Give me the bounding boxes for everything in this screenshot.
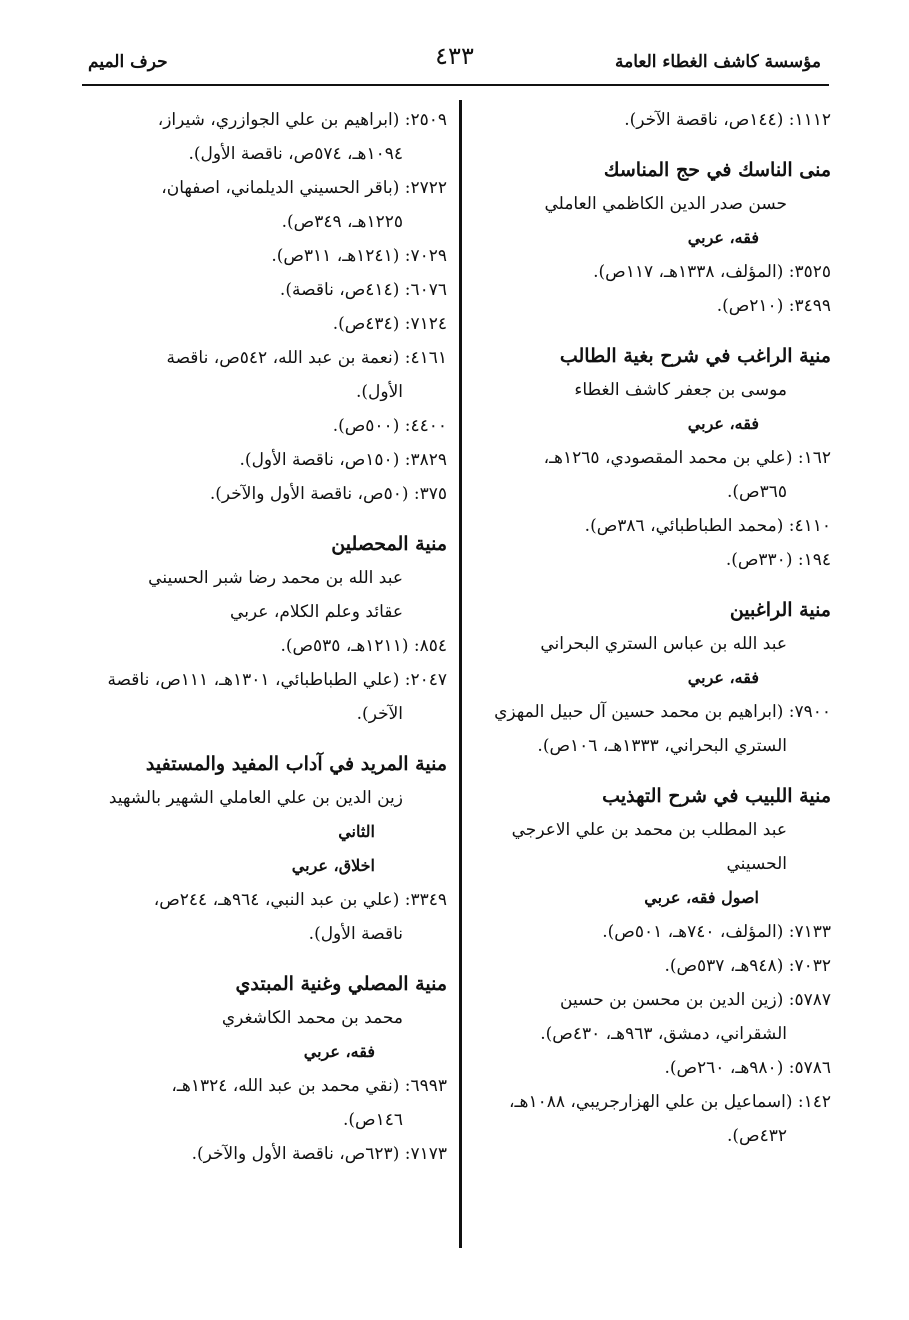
entry-author: محمد بن محمد الكاشغري	[221, 1008, 403, 1028]
entry-author: عقائد وعلم الكلام، عربي	[230, 602, 403, 622]
entry-subject: فقه، عربي	[687, 668, 759, 687]
manuscript-ref: ٥٧٨٧: (زين الدين بن محسن بن حسين	[560, 990, 831, 1010]
manuscript-ref-continued: ١٢٢٥هـ، ٣٤٩ص).	[281, 212, 403, 232]
manuscript-ref: ٦٩٩٣: (نقي محمد بن عبد الله، ١٣٢٤هـ،	[171, 1076, 447, 1096]
manuscript-ref: ٧١٢٤: (٤٣٤ص).	[332, 314, 447, 334]
manuscript-ref: ٨٥٤: (١٢١١هـ، ٥٣٥ص).	[280, 636, 447, 656]
manuscript-ref: ٦٠٧٦: (٤١٤ص، ناقصة).	[279, 280, 447, 300]
manuscript-ref: ٤١١٠: (محمد الطباطبائي، ٣٨٦ص).	[584, 516, 831, 536]
entry-title: منية المحصلين	[331, 533, 447, 555]
manuscript-ref-continued: الأول).	[355, 382, 403, 402]
entry-title: منية الراغب في شرح بغية الطالب	[559, 345, 831, 367]
entry-title: منية المريد في آداب المفيد والمستفيد	[145, 753, 447, 775]
manuscript-ref-continued: الستري البحراني، ١٣٣٣هـ، ١٠٦ص).	[537, 736, 787, 756]
manuscript-ref: ٧٩٠٠: (ابراهيم بن محمد حسين آل حبيل المهزي	[494, 702, 831, 722]
manuscript-ref-continued: ٣٦٥ص).	[727, 482, 787, 502]
entry-subject: فقه، عربي	[687, 228, 759, 247]
manuscript-ref-continued: ٤٣٢ص).	[727, 1126, 787, 1146]
entry-subject: فقه، عربي	[687, 414, 759, 433]
manuscript-ref: ٣٥٢٥: (المؤلف، ١٣٣٨هـ، ١١٧ص).	[593, 262, 831, 282]
entry-author: الحسيني	[726, 854, 787, 874]
manuscript-ref: ٢٧٢٢: (باقر الحسيني الديلماني، اصفهان،	[161, 178, 447, 198]
manuscript-ref: ٤١٦١: (نعمة بن عبد الله، ٥٤٢ص، ناقصة	[166, 348, 447, 368]
entry-author: زين الدين بن علي العاملي الشهير بالشهيد	[108, 788, 403, 808]
entry-author: عبد الله بن محمد رضا شبر الحسيني	[148, 568, 403, 588]
entry-author: موسى بن جعفر كاشف الغطاء	[574, 380, 787, 400]
right-column	[471, 103, 831, 1153]
manuscript-ref-continued: الآخر).	[356, 704, 403, 724]
manuscript-ref: ٧٠٢٩: (١٢٤١هـ، ٣١١ص).	[271, 246, 447, 266]
manuscript-ref: ٣٣٤٩: (علي بن عبد النبي، ٩٦٤هـ، ٢٤٤ص،	[153, 890, 447, 910]
entry-title: منية الراغبين	[729, 599, 831, 621]
entry-title: منية اللبيب في شرح التهذيب	[602, 785, 831, 807]
manuscript-ref: ٥٧٨٦: (٩٨٠هـ، ٢٦٠ص).	[664, 1058, 831, 1078]
manuscript-ref: ١١١٢: (١٤٤ص، ناقصة الآخر).	[624, 110, 831, 130]
page-number: ٤٣٣	[435, 42, 474, 70]
left-column	[79, 103, 447, 1171]
manuscript-ref: ١٩٤: (٣٣٠ص).	[725, 550, 831, 570]
manuscript-ref: ٢٥٠٩: (ابراهيم بن علي الجوازري، شيراز،	[157, 110, 447, 130]
manuscript-ref: ٤٤٠٠: (٥٠٠ص).	[332, 416, 447, 436]
manuscript-ref-continued: ناقصة الأول).	[308, 924, 403, 944]
entry-subject: اخلاق، عربي	[291, 856, 375, 875]
running-header-publisher: مؤسسة كاشف الغطاء العامة	[614, 52, 821, 72]
entry-subject: اصول فقه، عربي	[644, 888, 759, 907]
running-header-section: حرف الميم	[88, 52, 168, 72]
entry-title: منية المصلي وغنية المبتدي	[235, 973, 447, 995]
manuscript-ref: ٧١٧٣: (٦٢٣ص، ناقصة الأول والآخر).	[191, 1144, 447, 1164]
manuscript-ref-continued: الشقراني، دمشق، ٩٦٣هـ، ٤٣٠ص).	[540, 1024, 787, 1044]
entry-subject: فقه، عربي	[303, 1042, 375, 1061]
manuscript-ref: ٧٠٣٢: (٩٤٨هـ، ٥٣٧ص).	[664, 956, 831, 976]
manuscript-ref: ١٦٢: (علي بن محمد المقصودي، ١٢٦٥هـ،	[543, 448, 831, 468]
manuscript-ref: ٣٤٩٩: (٢١٠ص).	[716, 296, 831, 316]
entry-title: منى الناسك في حج المناسك	[603, 159, 831, 181]
entry-author: حسن صدر الدين الكاظمي العاملي	[544, 194, 787, 214]
manuscript-ref-continued: ١٤٦ص).	[343, 1110, 403, 1130]
manuscript-ref-continued: ١٠٩٤هـ، ٥٧٤ص، ناقصة الأول).	[188, 144, 403, 164]
manuscript-ref: ٣٨٢٩: (١٥٠ص، ناقصة الأول).	[239, 450, 447, 470]
header-rule	[82, 84, 829, 86]
manuscript-ref: ١٤٢: (اسماعيل بن علي الهزارجريبي، ١٠٨٨هـ،	[509, 1092, 831, 1112]
entry-author: عبد الله بن عباس الستري البحراني	[540, 634, 787, 654]
manuscript-ref: ٣٧٥: (٥٠ص، ناقصة الأول والآخر).	[209, 484, 447, 504]
column-divider	[459, 100, 462, 1248]
entry-subject: الثاني	[338, 822, 375, 841]
manuscript-ref: ٧١٣٣: (المؤلف، ٧٤٠هـ، ٥٠١ص).	[602, 922, 831, 942]
entry-author: عبد المطلب بن محمد بن علي الاعرجي	[511, 820, 787, 840]
manuscript-ref: ٢٠٤٧: (علي الطباطبائي، ١٣٠١هـ، ١١١ص، ناقصة	[107, 670, 447, 690]
